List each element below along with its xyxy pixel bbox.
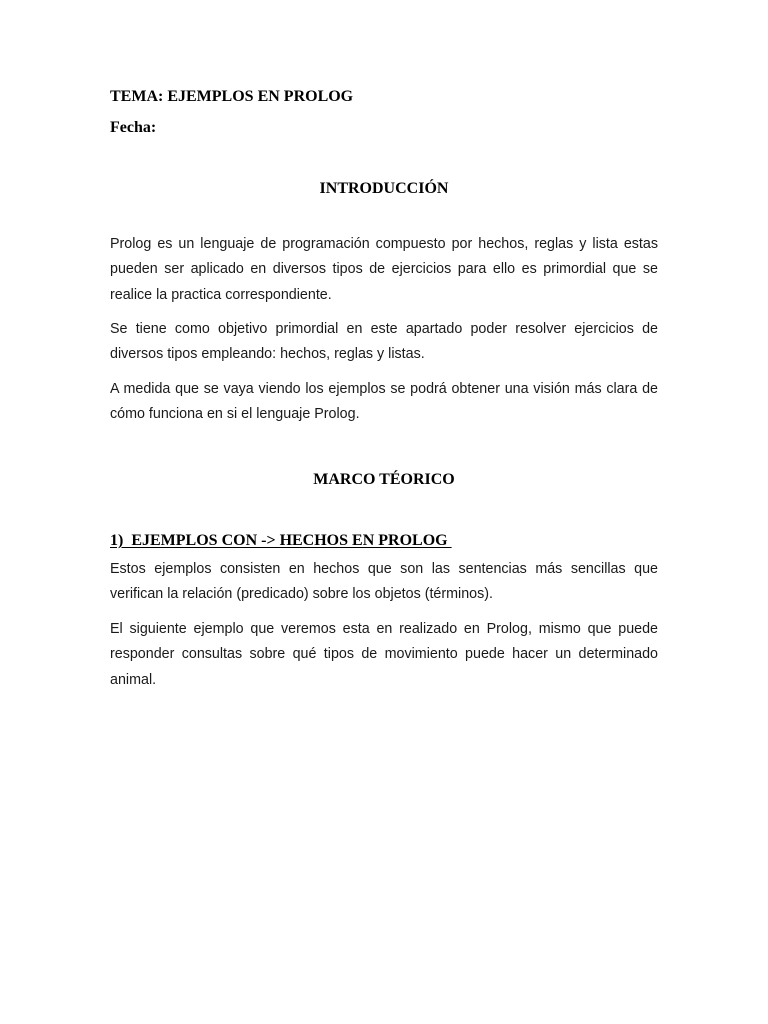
section1-paragraph-2: El siguiente ejemplo que veremos esta en realizado en Prolog, mismo que puede responder consultas sobre qué tipos de movimiento puede hacer un determinado animal. — [110, 621, 658, 688]
introduccion-heading: INTRODUCCIÓN — [319, 180, 449, 197]
intro-paragraph-3: A medida que se vaya viendo los ejemplos se podrá obtener una visión más clara de cómo funciona en si el lenguaje Prolog. — [110, 381, 658, 423]
section1-heading: 1) EJEMPLOS CON -> HECHOS EN PROLOG — [110, 532, 452, 549]
marco-teorico-heading: MARCO TÉORICO — [313, 471, 455, 488]
intro-paragraph-1: Prolog es un lenguaje de programación compuesto por hechos, reglas y lista estas pueden ser aplicado en diversos tipos de ejercicios para ello es primordial que se realice la practica correspondiente. — [110, 236, 658, 303]
intro-paragraph-2: Se tiene como objetivo primordial en este apartado poder resolver ejercicios de diversos tipos empleando: hechos, reglas y listas. — [110, 321, 658, 363]
tema-title: TEMA: EJEMPLOS EN PROLOG — [110, 88, 354, 105]
fecha-label: Fecha: — [110, 119, 157, 136]
section1-paragraph-1: Estos ejemplos consisten en hechos que son las sentencias más sencillas que verifican la relación (predicado) sobre los objetos (términos). — [110, 561, 658, 603]
